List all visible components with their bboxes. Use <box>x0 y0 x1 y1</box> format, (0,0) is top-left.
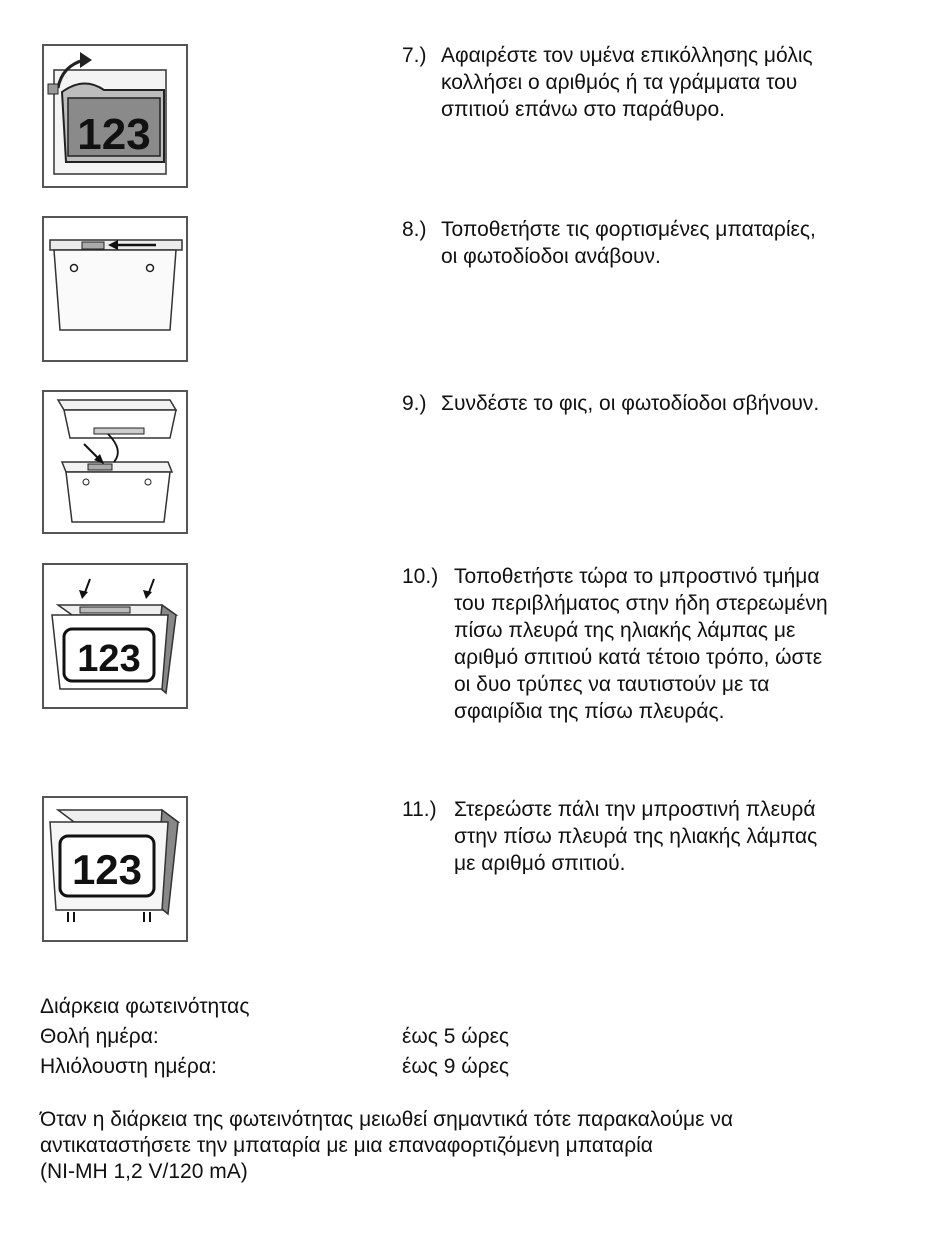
step-8 <box>402 216 816 270</box>
battery-insert-illustration <box>44 218 186 360</box>
step-text-line: Τοποθετήστε τώρα το μπροστινό τμήμα <box>454 565 820 588</box>
step-7 <box>402 42 813 123</box>
step-text-line: οι φωτοδίοδοι ανάβουν. <box>441 245 661 268</box>
figure-step-10-attach-front <box>42 563 188 709</box>
peel-film-illustration <box>44 46 186 186</box>
step-number: 8.) <box>402 218 427 241</box>
figure-step-7-peel-film <box>42 44 188 188</box>
sunny-day-value: έως 9 ώρες <box>402 1055 510 1078</box>
step-number: 9.) <box>402 392 427 415</box>
step-text-line: Αφαιρέστε τον υμένα επικόλλησης μόλις <box>441 44 813 67</box>
front-attach-illustration <box>44 565 186 707</box>
step-text-line: αριθμό σπιτιού κατά τέτοιο τρόπο, ώστε <box>454 646 823 669</box>
step-number: 11.) <box>402 798 437 821</box>
plate-number-10: 123 <box>77 638 141 680</box>
step-number: 10.) <box>402 565 439 588</box>
sunny-day-label: Ηλιόλουστη ημέρα: <box>40 1055 217 1078</box>
step-text-line: με αριθμό σπιτιού. <box>454 852 626 875</box>
step-text-line: κολλήσει ο αριθμός ή τα γράμματα του <box>441 71 798 94</box>
figure-step-8-insert-batteries <box>42 216 188 362</box>
plate-number-11: 123 <box>71 846 143 893</box>
figure-step-9-connect-plug <box>42 390 188 534</box>
step-text-line: του περιβλήματος στην ήδη στερεωμένη <box>454 592 828 615</box>
cloudy-day-label: Θολή ημέρα: <box>40 1025 159 1048</box>
step-text-line: οι δυο τρύπες να ταυτιστούν με τα <box>454 673 770 696</box>
step-text-line: Συνδέστε το φις, οι φωτοδίοδοι σβήνουν. <box>441 392 820 415</box>
plug-connect-illustration <box>44 392 186 532</box>
step-text-line: πίσω πλευρά της ηλιακής λάμπας με <box>454 619 796 642</box>
step-text-line: σπιτιού επάνω στο παράθυρο. <box>441 98 726 121</box>
assembled-lamp-illustration <box>44 798 186 940</box>
step-number: 7.) <box>402 44 427 67</box>
note-line: αντικαταστήσετε την μπαταρία με μια επαναφορτιζόμενη μπαταρία <box>40 1134 653 1157</box>
step-text-line: στην πίσω πλευρά της ηλιακής λάμπας <box>454 825 818 848</box>
note-line: (NI-MH 1,2 V/120 mA) <box>40 1160 248 1183</box>
step-text-line: Τοποθετήστε τις φορτισμένες μπαταρίες, <box>441 218 816 241</box>
plate-number-7: 123 <box>77 110 151 159</box>
battery-replacement-note <box>40 1107 733 1185</box>
step-text-line: Στερεώστε πάλι την μπροστινή πλευρά <box>454 798 816 821</box>
step-9 <box>402 390 819 417</box>
step-text-line: σφαιρίδια της πίσω πλευράς. <box>454 700 725 723</box>
step-11 <box>402 796 817 877</box>
lighting-heading: Διάρκεια φωτεινότητας <box>40 995 250 1018</box>
cloudy-day-value: έως 5 ώρες <box>402 1025 510 1048</box>
step-10 <box>402 563 828 725</box>
figure-step-11-assembled-lamp <box>42 796 188 942</box>
note-line: Όταν η διάρκεια της φωτεινότητας μειωθεί σημαντικά τότε παρακαλούμε να <box>40 1108 733 1131</box>
